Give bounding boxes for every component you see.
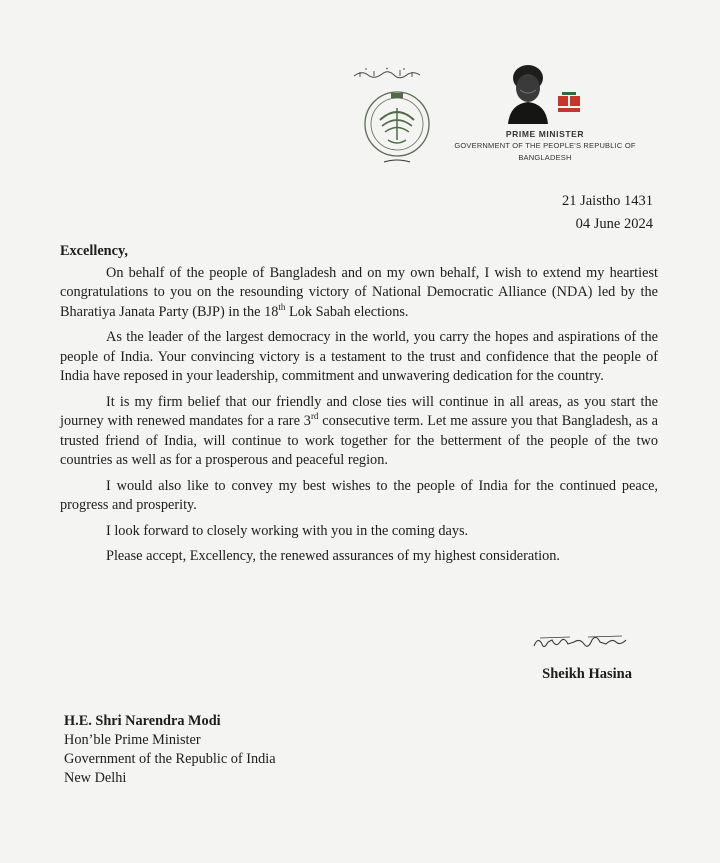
recipient-block (64, 712, 276, 788)
paragraph-forward: I look forward to closely working with you in the coming days. (106, 522, 469, 539)
letter-body (60, 242, 658, 573)
bengali-date: 21 Jaistho 1431 (561, 193, 653, 209)
paragraph-democracy: As the leader of the largest democracy in the world, you carry the hopes and aspirations of the people of India. Your convincing victory is a testament to the trust and confidence that the people of India have reposed in your leadership, commitment and unwavering dedication for the country. (60, 329, 658, 384)
signer-name: Sheikh Hasina (542, 666, 632, 682)
paragraph-ties (60, 393, 658, 471)
portrait-logo-icon (500, 60, 590, 124)
pm-office-block (440, 128, 650, 164)
bismillah-calligraphy (352, 66, 422, 80)
handwritten-signature (530, 630, 630, 656)
recipient-city: New Delhi (64, 770, 127, 786)
paragraph-closing: Please accept, Excellency, the renewed assurances of my highest consideration. (106, 548, 561, 564)
p3-text-end: consecutive term. Let me assure you that Bangladesh, as a trusted friend of India, will continue to work together for the betterment of the people of the two countries as well as for a prosperous and peaceful region. (60, 413, 658, 468)
paragraph-wishes: I would also like to convey my best wishes to the people of India for the continued peace, progress and prosperity. (60, 477, 658, 513)
date-block (562, 190, 653, 236)
government-emblem-icon (358, 88, 436, 168)
p1-superscript: th (278, 301, 286, 312)
recipient-government: Government of the Republic of India (64, 751, 276, 767)
paragraph-congratulations (60, 264, 658, 323)
recipient-title: Hon’ble Prime Minister (64, 732, 201, 748)
pm-country-line: BANGLADESH (518, 153, 572, 162)
p3-superscript: rd (310, 411, 319, 422)
p1-text: On behalf of the people of Bangladesh and on my own behalf, I wish to extend my heartiest congratulations to you on the resounding victory of National Democratic Alliance (NDA) led by the Bharatiya Janata Party (BJP) in the 18 (60, 264, 658, 320)
pm-title: PRIME MINISTER (505, 129, 585, 139)
pm-government-line: GOVERNMENT OF THE PEOPLE'S REPUBLIC OF (454, 141, 636, 150)
salutation: Excellency, (60, 243, 128, 259)
p3-text: It is my firm belief that our friendly and close ties will continue in all areas, as you start the journey with renewed mandates for a rare 3 (60, 393, 658, 429)
gregorian-date: 04 June 2024 (575, 216, 653, 232)
recipient-name: H.E. Shri Narendra Modi (64, 713, 221, 729)
p1-text-end: Lok Sabah elections. (285, 303, 409, 320)
